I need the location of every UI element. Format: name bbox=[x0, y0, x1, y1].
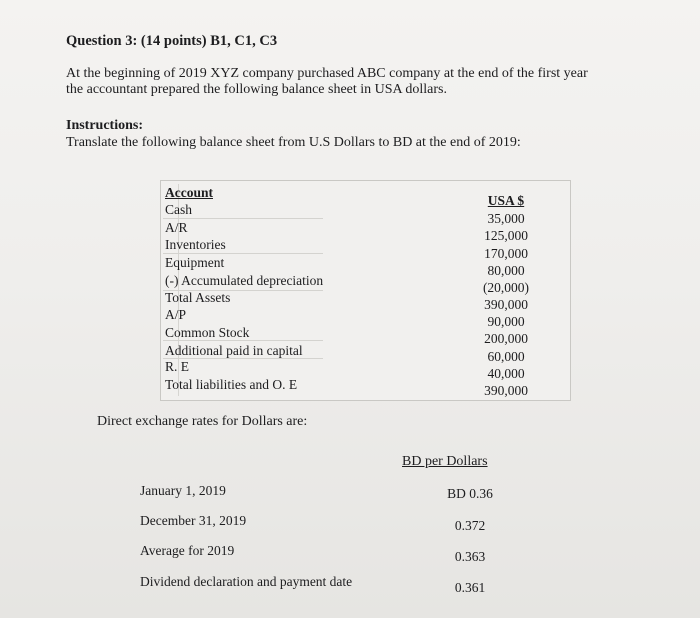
usd-value: 390,000 bbox=[484, 383, 528, 398]
usd-value: 80,000 bbox=[487, 263, 525, 278]
rate-value: 0.361 bbox=[454, 580, 486, 595]
rate-date-label: January 1, 2019 bbox=[140, 483, 226, 498]
row-divider bbox=[163, 253, 323, 254]
rate-value: BD 0.36 bbox=[447, 486, 493, 501]
account-label: A/R bbox=[165, 220, 188, 235]
account-label: Common Stock bbox=[165, 325, 250, 340]
usd-value: 200,000 bbox=[484, 331, 528, 346]
rate-date-label: Average for 2019 bbox=[140, 543, 235, 558]
intro-paragraph bbox=[66, 66, 588, 98]
row-divider bbox=[163, 218, 323, 219]
instructions-text: Translate the following balance sheet from U.S Dollars to BD at the end of 2019: bbox=[66, 135, 521, 150]
rates-column-header: BD per Dollars bbox=[402, 454, 488, 469]
usd-value: 90,000 bbox=[487, 314, 525, 329]
account-label: R. E bbox=[165, 359, 190, 374]
usd-value: (20,000) bbox=[482, 280, 530, 295]
usd-value: 40,000 bbox=[487, 366, 525, 381]
usd-value: 390,000 bbox=[484, 297, 528, 312]
usd-value: 60,000 bbox=[487, 349, 525, 364]
account-label: (-) Accumulated depreciation bbox=[165, 273, 324, 288]
rate-date-label: Dividend declaration and payment date bbox=[140, 574, 353, 589]
rate-date-label: December 31, 2019 bbox=[140, 513, 247, 528]
intro-line-1: At the beginning of 2019 XYZ company purchased ABC company at the end of the first year bbox=[66, 66, 588, 81]
account-label: Cash bbox=[165, 202, 192, 217]
account-label: Equipment bbox=[165, 255, 225, 270]
intro-line-2: the accountant prepared the following balance sheet in USA dollars. bbox=[66, 82, 447, 97]
instructions-heading: Instructions: bbox=[66, 118, 144, 133]
rates-heading: Direct exchange rates for Dollars are: bbox=[97, 414, 308, 429]
account-label: A/P bbox=[165, 307, 187, 322]
usd-value: 35,000 bbox=[487, 211, 525, 226]
account-label: Additional paid in capital bbox=[165, 343, 303, 358]
usd-value: 125,000 bbox=[484, 228, 528, 243]
header-account: Account bbox=[165, 185, 213, 200]
header-usd: USA $ bbox=[487, 193, 525, 208]
account-label: Inventories bbox=[165, 237, 226, 252]
account-label: Total liabilities and O. E bbox=[165, 377, 298, 392]
rate-value: 0.363 bbox=[454, 549, 486, 564]
rate-value: 0.372 bbox=[454, 518, 486, 533]
account-label: Total Assets bbox=[165, 290, 231, 305]
usd-value: 170,000 bbox=[484, 246, 528, 261]
question-title: Question 3: (14 points) B1, C1, C3 bbox=[66, 33, 278, 49]
